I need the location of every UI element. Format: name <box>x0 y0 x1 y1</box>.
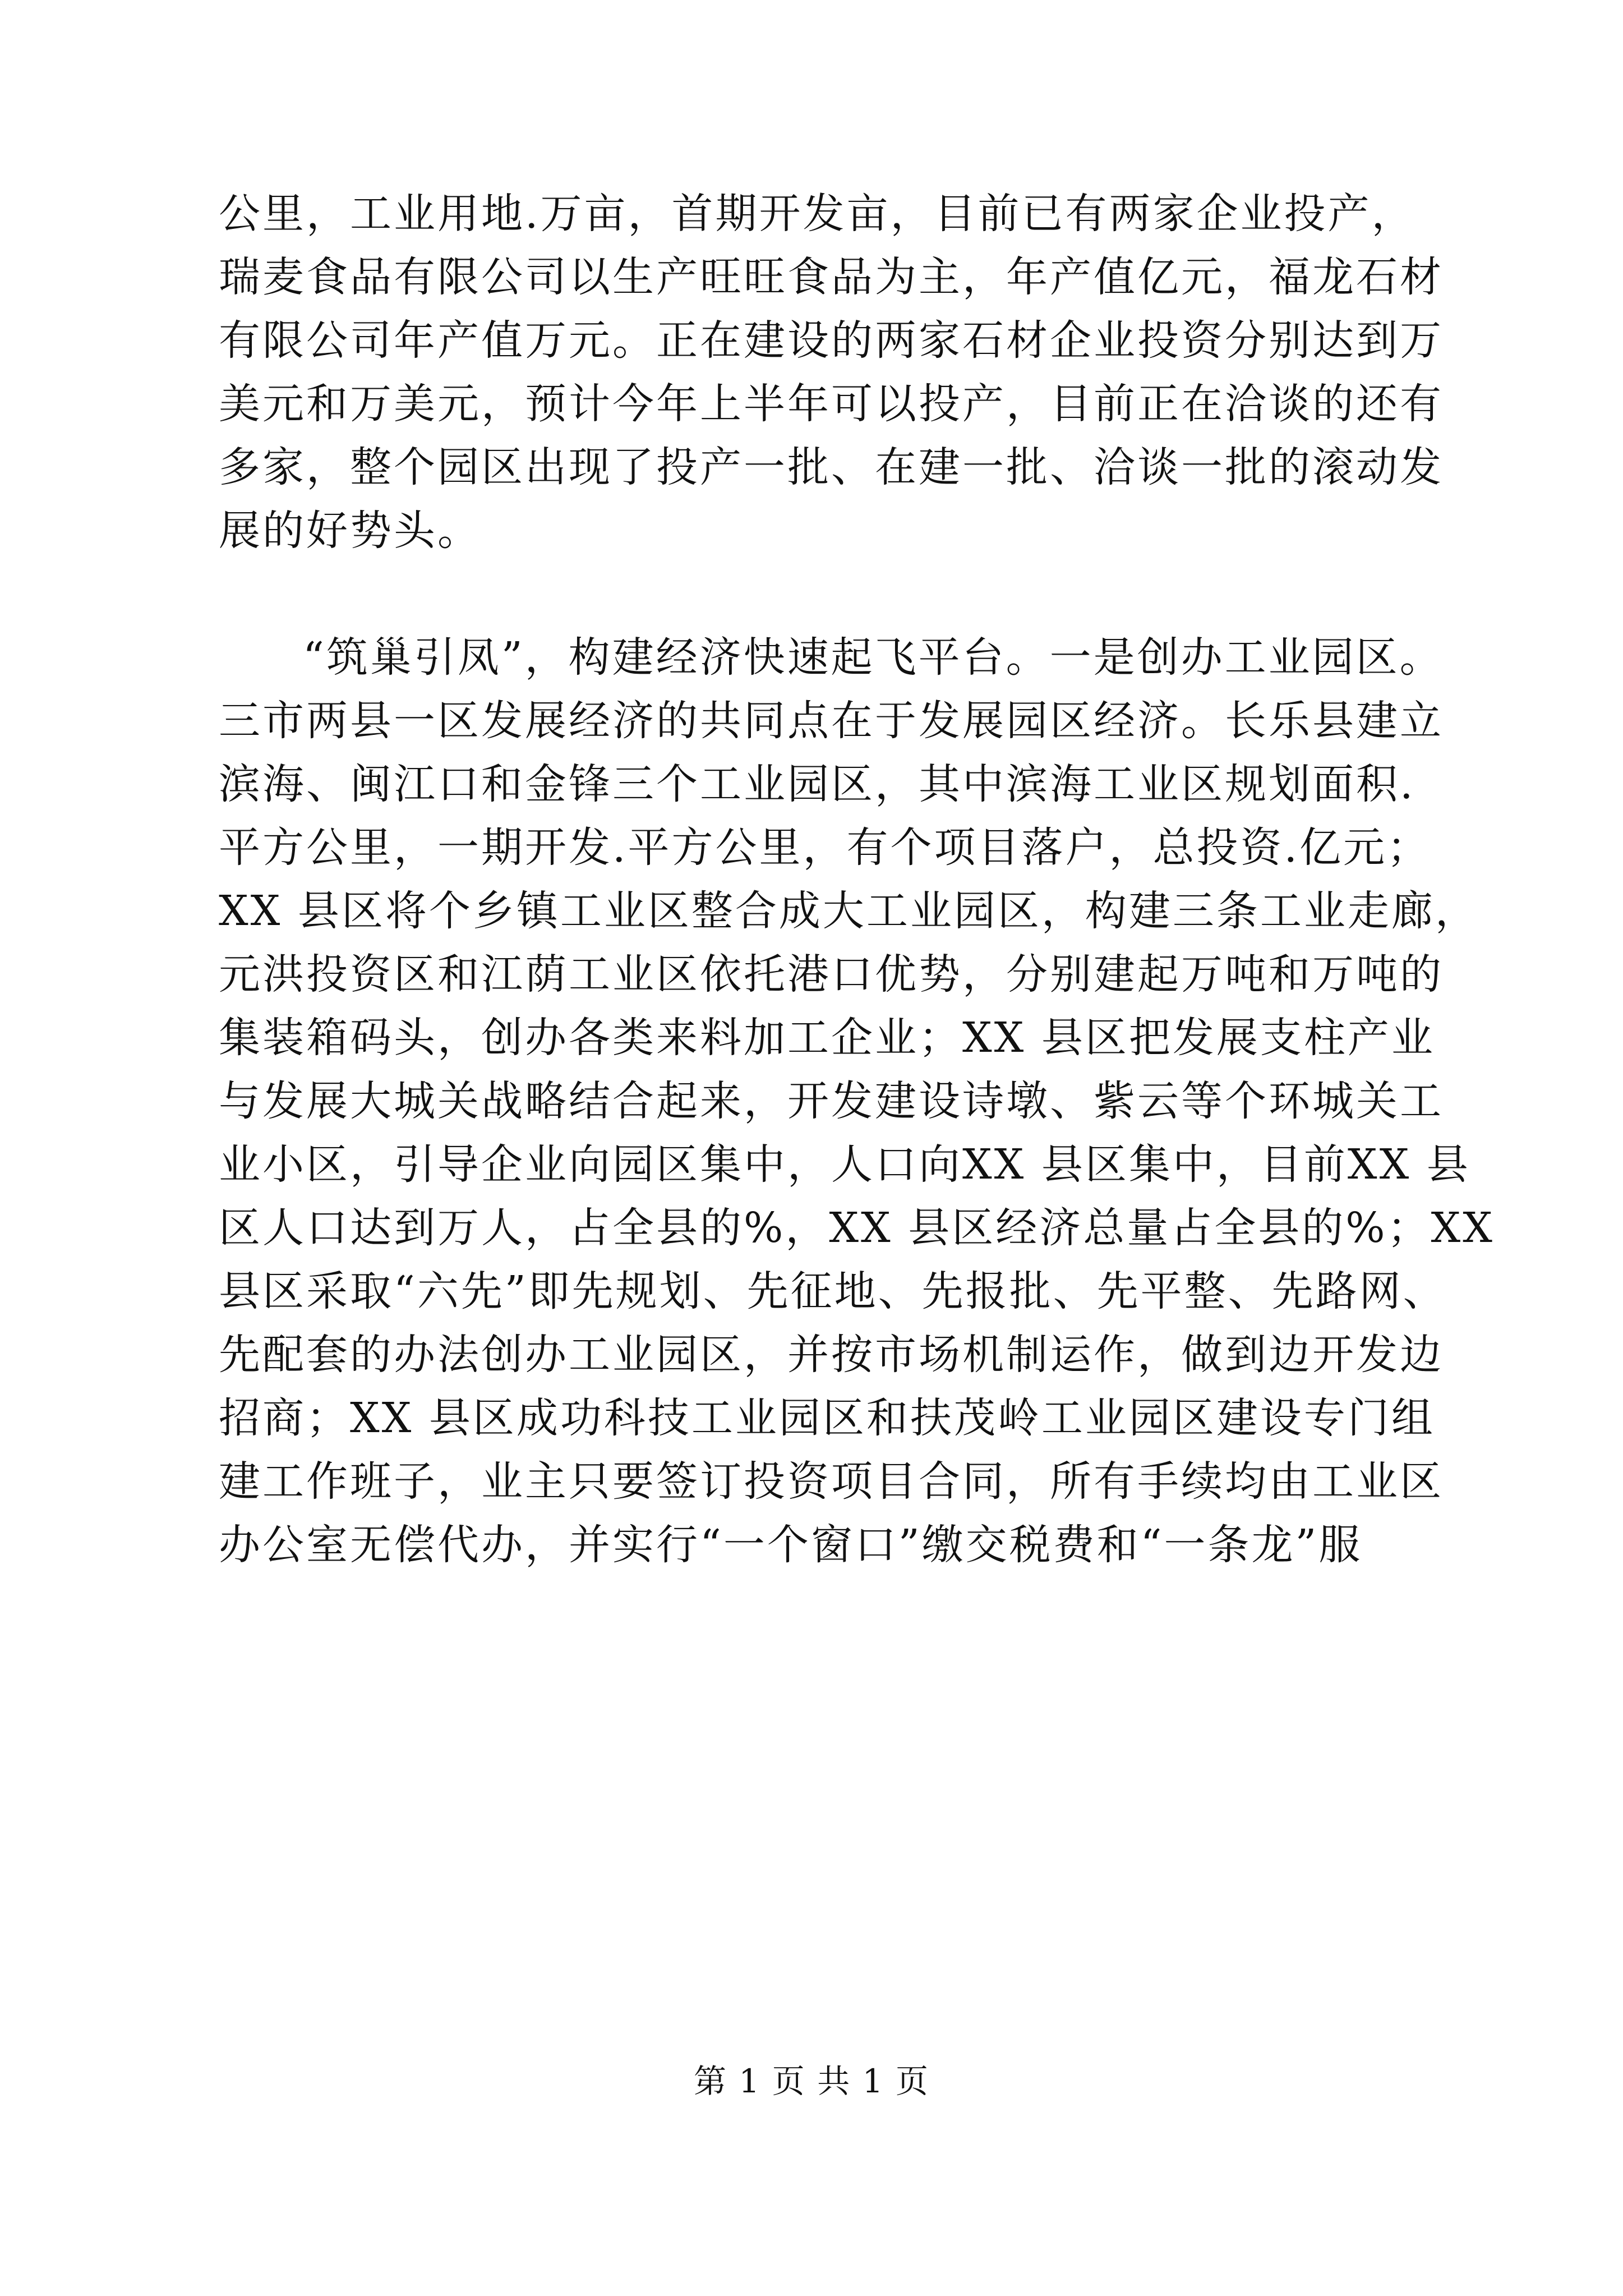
text-line: 集装箱码头，创办各类来料加工企业；XX 县区把发展支柱产业 <box>219 1014 1435 1062</box>
text-line: 业小区，引导企业向园区集中，人口向XX 县区集中，目前XX 县 <box>219 1140 1470 1189</box>
paragraph <box>219 626 1495 1577</box>
text-line: 美元和万美元，预计今年上半年可以投产，目前正在洽谈的还有 <box>219 380 1444 428</box>
text-line: 建工作班子，业主只要签订投资项目合同，所有手续均由工业区 <box>219 1457 1444 1506</box>
text-line: 瑞麦食品有限公司以生产旺旺食品为主，年产值亿元，福龙石材 <box>219 253 1444 301</box>
text-line: 先配套的办法创办工业园区，并按市场机制运作，做到边开发边 <box>219 1331 1444 1379</box>
paragraph-gap <box>219 563 1408 626</box>
text-line: “筑巢引凤”，构建经济快速起飞平台。一是创办工业园区。 <box>303 633 1444 682</box>
text-line: 三市两县一区发展经济的共同点在于发展园区经济。长乐县建立 <box>219 697 1444 745</box>
text-line: 多家，整个园区出现了投产一批、在建一批、洽谈一批的滚动发 <box>219 443 1444 491</box>
text-line: 招商；XX 县区成功科技工业园区和扶茂岭工业园区建设专门组 <box>219 1394 1435 1442</box>
text-line: 区人口达到万人，占全县的%，XX 县区经济总量占全县的%；XX <box>219 1204 1495 1252</box>
text-line: 办公室无偿代办，并实行“一个窗口”缴交税费和“一条龙”服 <box>219 1521 1363 1569</box>
text-line: 滨海、闽江口和金锋三个工业园区，其中滨海工业区规划面积. <box>219 760 1415 808</box>
body-text <box>219 182 1495 1577</box>
text-line: 公里，工业用地.万亩，首期开发亩，目前已有两家企业投产， <box>219 190 1415 238</box>
text-line: 平方公里，一期开发.平方公里，有个项目落户，总投资.亿元； <box>219 823 1431 872</box>
text-line: 与发展大城关战略结合起来，开发建设诗墩、紫云等个环城关工 <box>219 1077 1444 1125</box>
text-line: 有限公司年产值万元。正在建设的两家石材企业投资分别达到万 <box>219 316 1444 365</box>
text-line: 县区采取“六先”即先规划、先征地、先报批、先平整、先路网、 <box>219 1267 1447 1315</box>
paragraph <box>219 182 1444 563</box>
text-line: 元洪投资区和江荫工业区依托港口优势，分别建起万吨和万吨的 <box>219 950 1444 999</box>
text-line: 展的好势头。 <box>219 507 481 555</box>
page-footer: 第 1 页 共 1 页 <box>694 2062 929 2100</box>
text-line: XX 县区将个乡镇工业区整合成大工业园区，构建三条工业走廊， <box>219 887 1479 935</box>
